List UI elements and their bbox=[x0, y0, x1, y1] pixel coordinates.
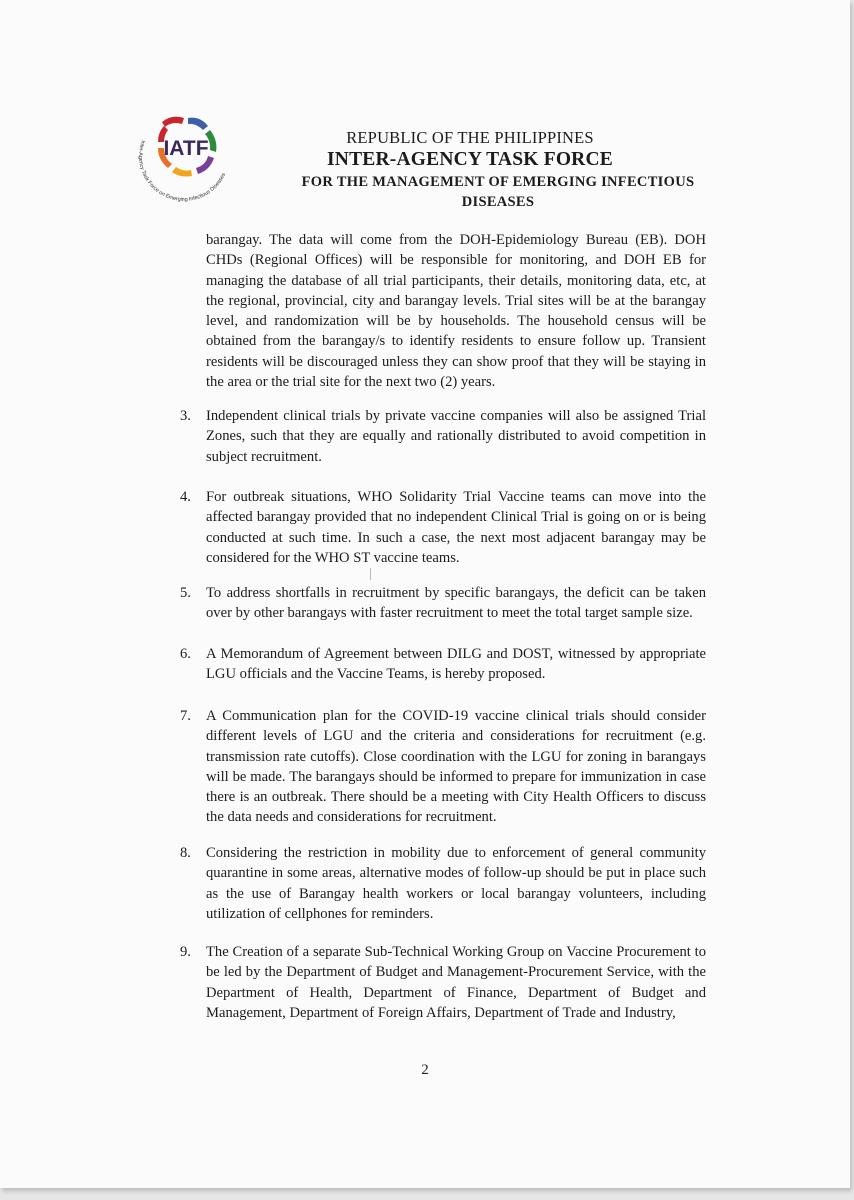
item-text: Independent clinical trials by private vaccine companies will also be assigned Trial Zones, such that they are equally and rationally distributed to avoid competition in subject recruitment. bbox=[206, 408, 706, 465]
logo-hand-yellow bbox=[172, 167, 192, 177]
list-item bbox=[180, 583, 706, 624]
item-number: 8. bbox=[180, 845, 191, 861]
logo-hand-red bbox=[162, 117, 184, 127]
item-number: 7. bbox=[180, 708, 191, 724]
page-number: 2 bbox=[421, 1062, 429, 1078]
list-item bbox=[180, 644, 706, 685]
intro-paragraph: barangay. The data will come from the DOH-Epidemiology Bureau (EB). DOH CHDs (Regional Offices) will be responsible for monitoring, and DOH EB for managing the database of all trial participants, their details, monitoring data, etc, at the regional, provincial, city and barangay levels. Trial sites will be at the barangay level, and randomization will be by households. The household census will be obtained from the barangay/s to identify residents to ensure follow up. Transient residents will be discouraged unless they can show proof that they will be staying in the area or the trial site for the next two (2) years. bbox=[206, 232, 706, 391]
item-number: 5. bbox=[180, 585, 191, 601]
item-number: 4. bbox=[180, 489, 191, 505]
list-item bbox=[180, 843, 706, 924]
logo-ring-textpath: Inter-Agency Task Force on Emerging Infectious Diseases bbox=[137, 139, 228, 203]
header-republic: REPUBLIC OF THE PHILIPPINES bbox=[346, 128, 594, 147]
logo-hand-blue bbox=[188, 118, 208, 130]
list-item bbox=[180, 942, 706, 1023]
item-number: 6. bbox=[180, 646, 191, 662]
header-mandate: FOR THE MANAGEMENT OF EMERGING INFECTIOUS DISEASES bbox=[301, 174, 695, 210]
iatf-logo bbox=[128, 110, 240, 212]
item-text: To address shortfalls in recruitment by specific barangays, the deficit can be taken over by other barangays with faster recruitment to meet the total target sample size. bbox=[206, 585, 706, 622]
item-text: The Creation of a separate Sub-Technical Working Group on Vaccine Procurement to be led by the Department of Budget and Management-Procurement Service, with the Department of Health, Department of Finance, Department of Budget and Management, Department of Foreign Affairs, Department of Trade and Industry, bbox=[206, 944, 706, 1021]
item-text: For outbreak situations, WHO Solidarity Trial Vaccine teams can move into the affected barangay provided that no independent Clinical Trial is going on or is being conducted at such time. In such a case, the next most adjacent barangay may be considered for the WHO ST vaccine teams. bbox=[206, 489, 706, 566]
item-text: A Memorandum of Agreement between DILG and DOST, witnessed by appropriate LGU officials and the Vaccine Teams, is hereby proposed. bbox=[206, 646, 706, 683]
item-text: Considering the restriction in mobility due to enforcement of general community quarantine in some areas, alternative modes of follow-up should be put in place such as the use of Barangay health workers or local barangay volunteers, including utilization of cellphones for reminders. bbox=[206, 845, 706, 922]
item-number: 9. bbox=[180, 944, 191, 960]
item-number: 3. bbox=[180, 408, 191, 424]
scan-mark bbox=[370, 568, 371, 580]
letterhead bbox=[240, 128, 700, 212]
list-item bbox=[180, 406, 706, 467]
logo-text: IATF bbox=[163, 137, 209, 160]
header-agency: INTER-AGENCY TASK FORCE bbox=[327, 149, 613, 170]
list-item bbox=[180, 706, 706, 828]
list-item bbox=[180, 487, 706, 568]
item-text: A Communication plan for the COVID-19 vaccine clinical trials should consider different levels of LGU and the criteria and considerations for recruitment (e.g. transmission rate cutoffs). Close coordination with the LGU for zoning in barangays will be made. The barangays should be informed to prepare for immunization in case there is an outbreak. There should be a meeting with City Health Officers to discuss the data needs and considerations for recruitment. bbox=[206, 708, 706, 826]
